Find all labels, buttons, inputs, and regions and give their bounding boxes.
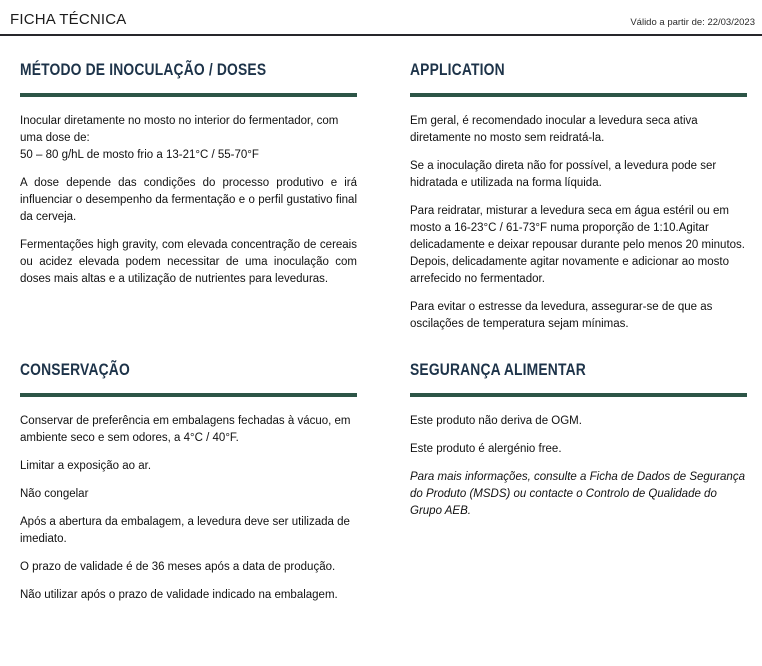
document-header [0, 0, 762, 34]
header-divider [0, 34, 762, 36]
section-metodo-inoculacao-doses [20, 60, 357, 360]
section-body [20, 113, 357, 288]
section-title-underline [20, 393, 357, 397]
paragraph: Em geral, é recomendado inocular a levedura seca ativa diretamente no mosto sem reidratá-la. [410, 114, 698, 144]
section-title: MÉTODO DE INOCULAÇÃO / DOSES [20, 61, 267, 79]
section-application [410, 60, 747, 360]
paragraph: Não congelar [20, 487, 89, 500]
content-grid [0, 60, 762, 615]
paragraph: Conservar de preferência em embalagens fechadas à vácuo, em ambiente seco e sem odores, a 4°C / 40°F. [20, 414, 351, 444]
page-title: FICHA TÉCNICA [10, 11, 127, 28]
paragraph: O prazo de validade é de 36 meses após a data de produção. [20, 560, 336, 573]
section-title: CONSERVAÇÃO [20, 361, 130, 379]
paragraph: Limitar a exposição ao ar. [20, 459, 152, 472]
paragraph: Para reidratar, misturar a levedura seca em água estéril ou em mosto a 16-23°C / 61-73°F numa proporção de 1:10.Agitar delicadamente e deixar repousar durante pelo menos 20 minutos. Depois, delicadamente agitar novamente e adicionar ao mosto arrefecido no fermentador. [410, 204, 745, 285]
paragraph: Não utilizar após o prazo de validade indicado na embalagem. [20, 588, 338, 601]
section-seguranca-alimentar [410, 360, 747, 615]
section-conservacao [20, 360, 357, 615]
section-title: APPLICATION [410, 61, 505, 79]
paragraph: Este produto não deriva de OGM. [410, 414, 582, 427]
section-body [20, 413, 357, 604]
paragraph: Após a abertura da embalagem, a levedura deve ser utilizada de imediato. [20, 515, 350, 545]
section-title-underline [410, 93, 747, 97]
section-title-underline [410, 393, 747, 397]
paragraph: Este produto é alergénio free. [410, 442, 562, 455]
section-body [410, 113, 747, 333]
paragraph: A dose depende das condições do processo produtivo e irá influenciar o desempenho da fermentação e o perfil gustativo final da cerveja. [20, 176, 357, 223]
section-body [410, 413, 747, 520]
paragraph: Fermentações high gravity, com elevada concentração de cereais ou acidez elevada podem necessitar de uma inoculação com doses mais altas e a utilização de nutrientes para leveduras. [20, 238, 357, 285]
paragraph: Inocular diretamente no mosto no interior do fermentador, com uma dose de: 50 – 80 g/hL de mosto frio a 13-21°C / 55-70°F [20, 114, 339, 161]
paragraph: Para mais informações, consulte a Ficha de Dados de Segurança do Produto (MSDS) ou contacte o Controlo de Qualidade do Grupo AEB. [410, 470, 745, 517]
valid-from-label: Válido a partir de: 22/03/2023 [630, 17, 755, 28]
section-title-underline [20, 93, 357, 97]
section-title: SEGURANÇA ALIMENTAR [410, 361, 586, 379]
paragraph: Para evitar o estresse da levedura, assegurar-se de que as oscilações de temperatura sejam mínimas. [410, 300, 713, 330]
paragraph: Se a inoculação direta não for possível, a levedura pode ser hidratada e utilizada na forma líquida. [410, 159, 717, 189]
